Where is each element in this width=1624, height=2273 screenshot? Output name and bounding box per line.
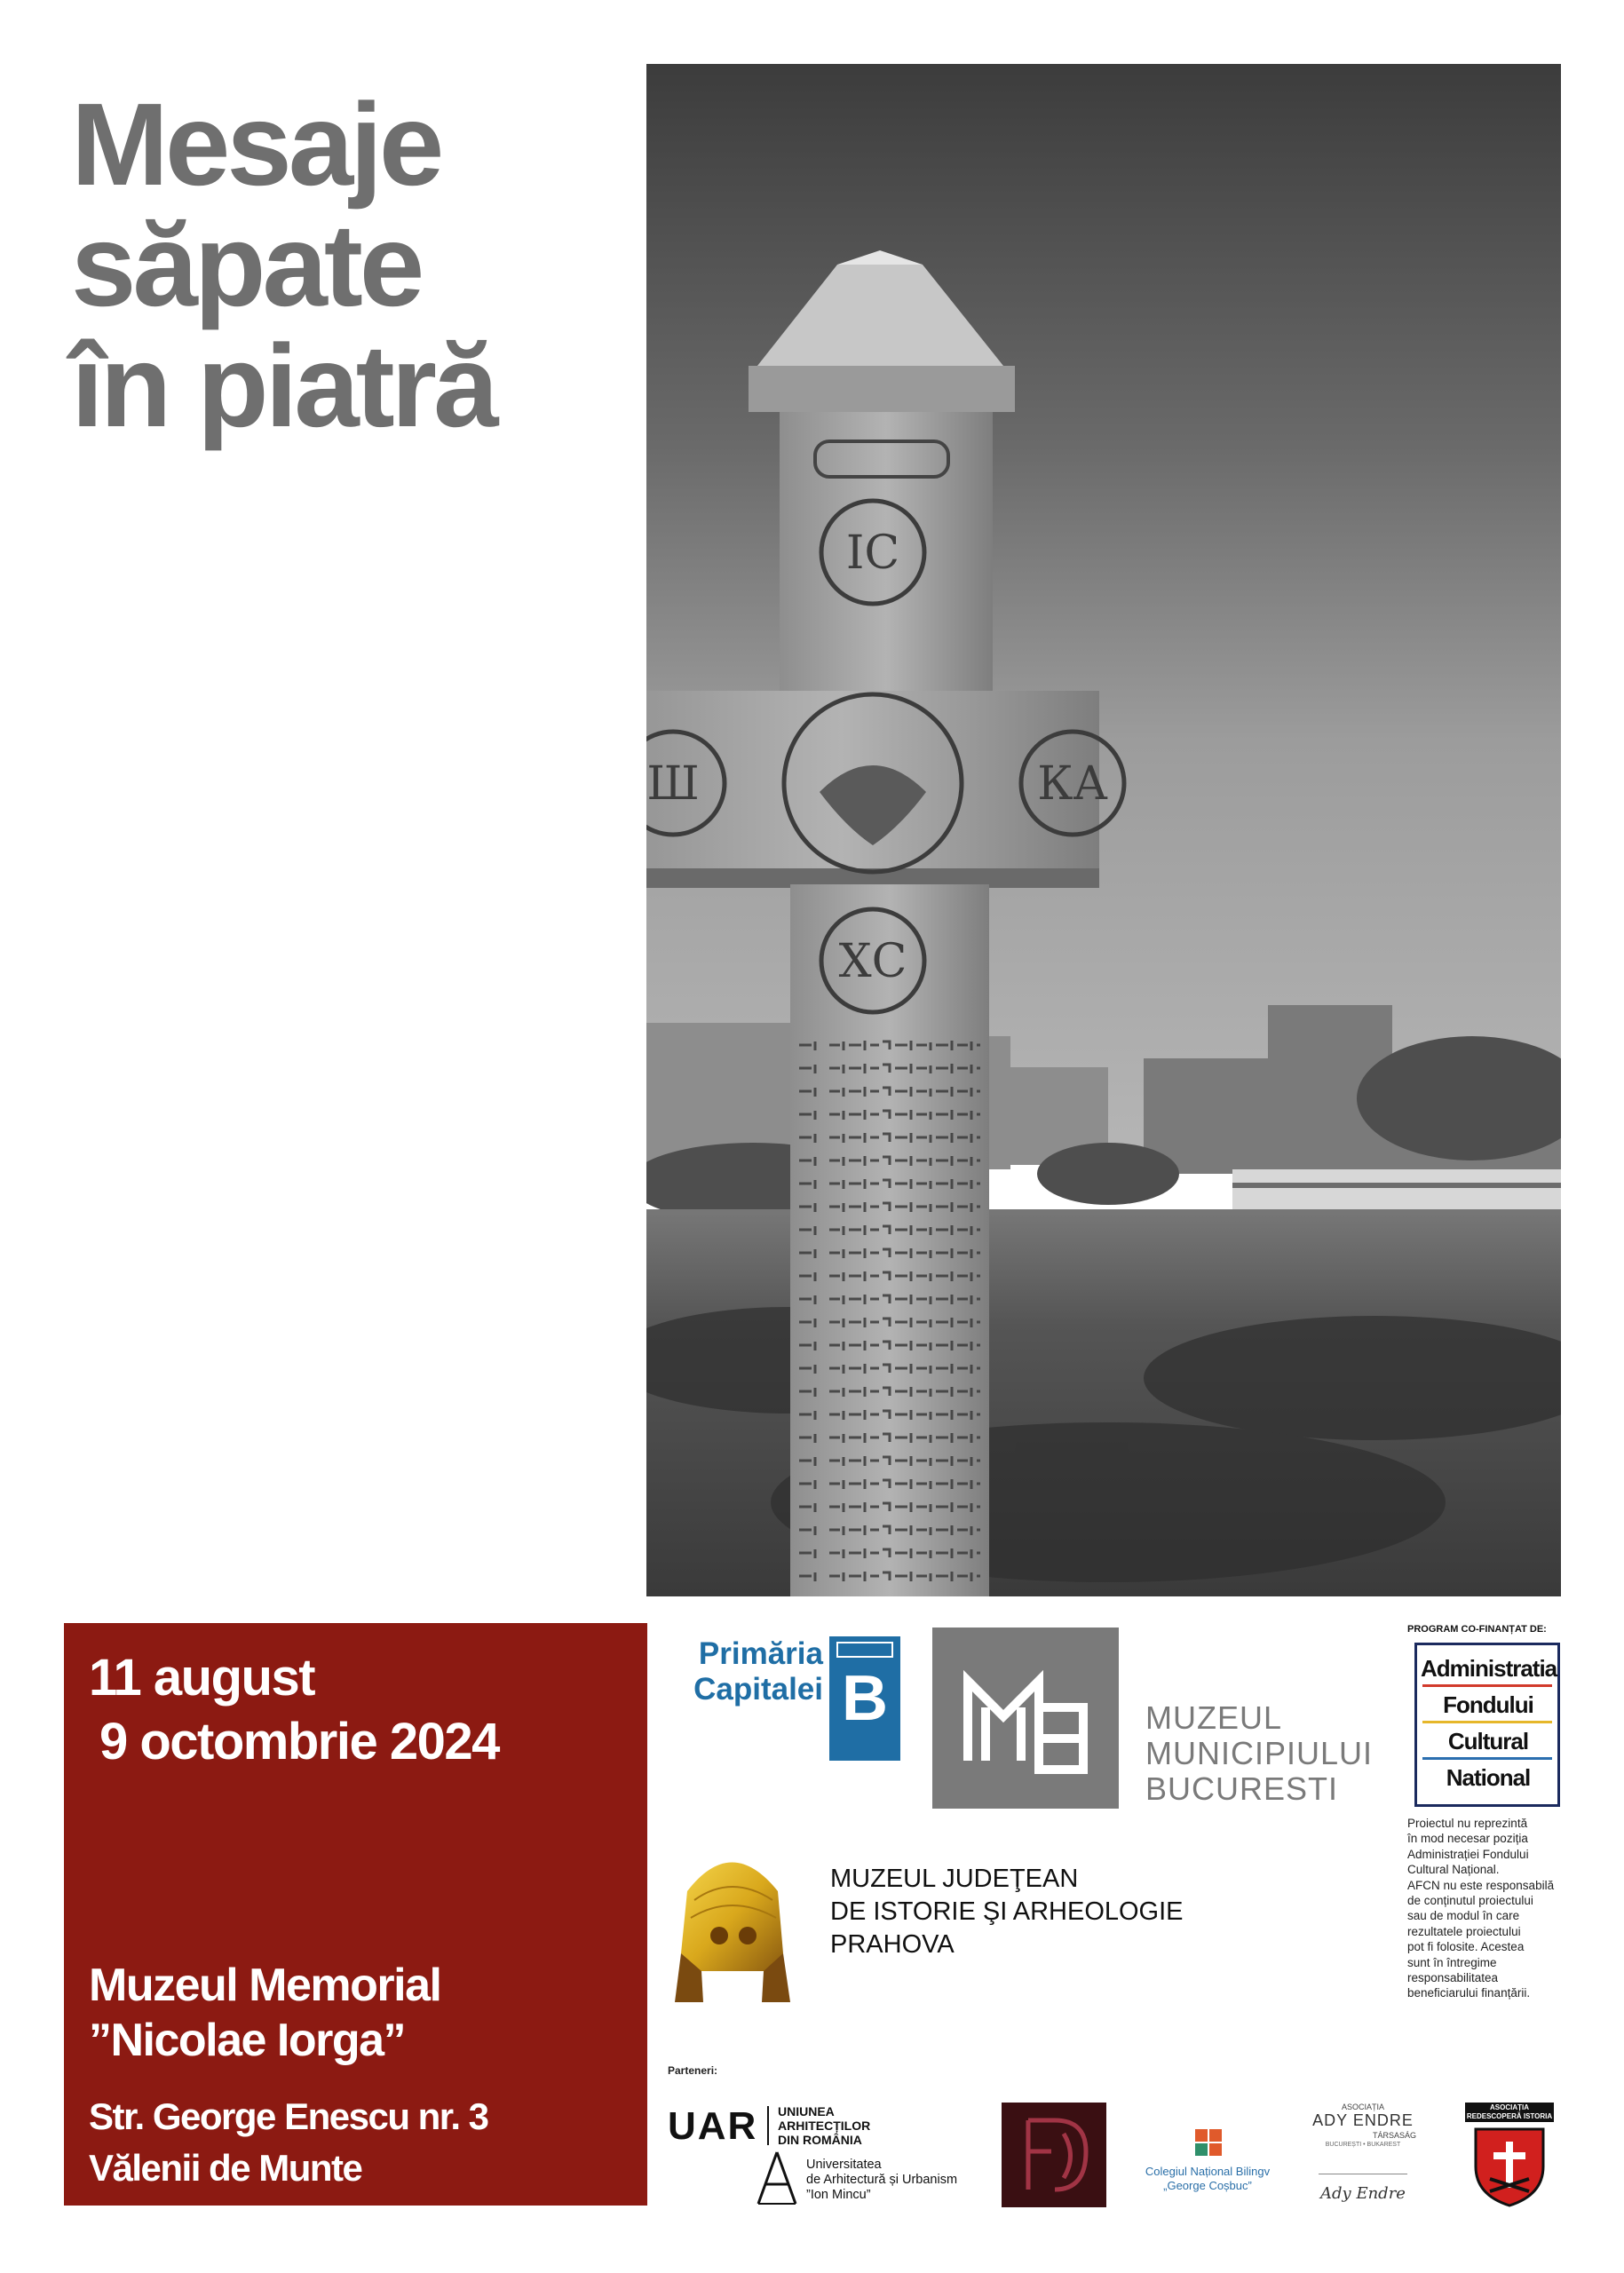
afcn-line-1: Administratia [1421,1655,1557,1682]
date-start: 11 august [89,1649,315,1707]
redescopera-istoria-logo: ASOCIAȚIA REDESCOPERĂ ISTORIA [1465,2103,1554,2209]
afcn-line-3: Cultural [1447,1728,1529,1754]
photo-stone-cross [646,64,1561,1596]
title-line-1: Mesaje [71,79,441,210]
primaria-capitalei-logo [668,1636,900,1761]
uauim-logo: Universitatea de Arhitectură și Urbanism ”Ion Mincu” [755,2149,1003,2211]
mj-line-2: DE ISTORIE ŞI ARHEOLOGIE [830,1897,1184,1926]
venue-line-1: Muzeul Memorial [89,1960,441,2011]
info-panel [64,1623,647,2206]
ady-endre-logo: ASOCIAȚIA ADY ENDRE TÁRSASÁG BUCUREȘTI • BUKAREST Ady Endre [1310,2103,1416,2214]
date-end: 9 octombrie 2024 [99,1713,499,1770]
shield-icon [1472,2126,1547,2207]
partners-label: Parteneri: [668,2064,718,2077]
muzeul-municipiului-text [1145,1700,1373,1807]
mmb-line-3: BUCURESTI [1145,1770,1339,1807]
primaria-line-1: Primăria [698,1636,823,1671]
afcn-line-2: Fondului [1443,1691,1533,1718]
mj-line-1: MUZEUL JUDEŢEAN [830,1865,1079,1893]
ady-signature: Ady Endre [1320,2184,1406,2203]
venue-line-2: ”Nicolae Iorga” [89,2015,406,2066]
afcn-line-4: National [1446,1764,1531,1791]
svg-text:ХС: ХС [838,935,907,988]
mj-line-3: PRAHOVA [830,1930,955,1959]
svg-text:ІС: ІС [845,527,900,580]
primaria-monogram-icon: B [829,1636,900,1761]
muzeul-municipiului-logo-mark [932,1628,1119,1809]
monogram-partner-logo [1002,2103,1106,2207]
uar-logo: UAR UNIUNEA ARHITECȚILOR DIN ROMÂNIA [668,2104,871,2148]
svg-text:КА: КА [1037,757,1108,811]
golden-helmet-icon [668,1838,796,2007]
page-title [71,79,639,451]
primaria-line-2: Capitalei [693,1672,823,1707]
cofinance-heading: PROGRAM CO-FINANȚAT DE: [1407,1624,1547,1635]
mmb-line-1: MUZEUL [1145,1699,1283,1736]
colegiul-national-logo: Colegiul Național Bilingv „George Coșbuc” [1137,2129,1279,2209]
afcn-disclaimer: Proiectul nu reprezintă în mod necesar poziția Administrației Fondului Cultural Național. AFCN nu este responsabilă de conținutul proiectului sau de modul în care rezultatele proiectului pot fi folosite. Acestea sunt în întregime responsabilitatea beneficiarului finanțării. [1407,1817,1555,2000]
afcn-logo [1414,1643,1560,1807]
uar-mark: UAR [668,2104,758,2148]
muzeul-judetean-text [830,1863,1184,1961]
mmb-line-2: MUNICIPIULUI [1145,1735,1374,1771]
title-line-2: săpate [71,200,422,330]
title-line-3: în piatră [71,321,495,451]
address-line-1: Str. George Enescu nr. 3 [89,2095,488,2137]
colegiul-emblem-icon [1195,2129,1222,2156]
svg-text:Ш: Ш [646,757,700,811]
address-line-2: Vălenii de Munte [89,2147,362,2189]
